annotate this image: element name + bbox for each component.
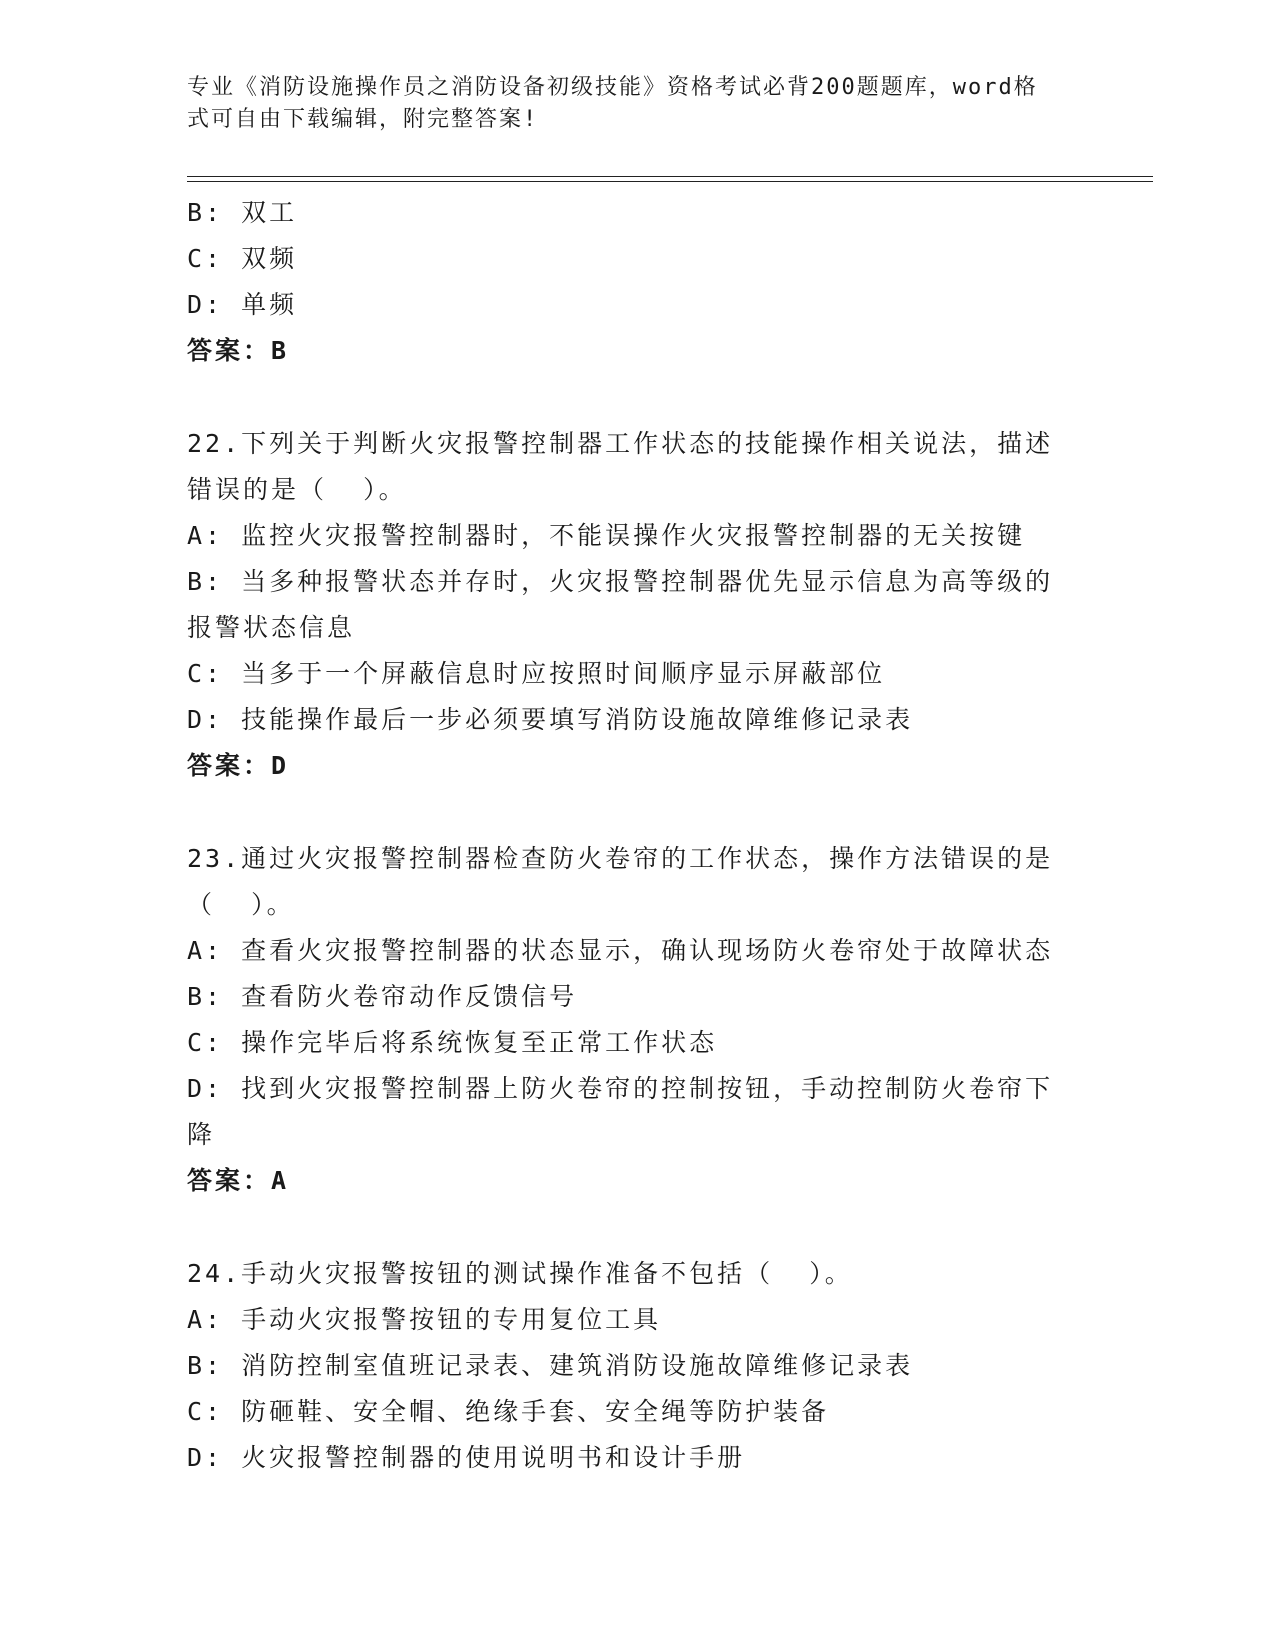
option-a: A: 查看火灾报警控制器的状态显示，确认现场防火卷帘处于故障状态 <box>187 936 1054 965</box>
question-24 <box>187 1251 1087 1481</box>
question-stem: 23.通过火灾报警控制器检查防火卷帘的工作状态，操作方法错误的是 <box>187 844 1054 873</box>
option-c: C: 当多于一个屏蔽信息时应按照时间顺序显示屏蔽部位 <box>187 659 886 688</box>
document-header <box>187 72 1092 136</box>
header-line-1: 专业《消防设施操作员之消防设备初级技能》资格考试必背200题题库，word格 <box>187 75 1038 100</box>
spacer <box>187 789 1087 836</box>
question-23 <box>187 836 1087 1204</box>
option-b: B: 双工 <box>187 198 298 227</box>
question-stem: 24.手动火灾报警按钮的测试操作准备不包括（ ）。 <box>187 1259 853 1288</box>
option-d: D: 单频 <box>187 290 298 319</box>
spacer <box>187 1204 1087 1251</box>
option-c: C: 双频 <box>187 244 298 273</box>
question-stem-cont: 错误的是（ ）。 <box>187 475 407 504</box>
header-rule-bottom <box>187 181 1153 182</box>
spacer <box>187 374 1087 421</box>
option-c: C: 操作完毕后将系统恢复至正常工作状态 <box>187 1028 718 1057</box>
question-stem: 22.下列关于判断火灾报警控制器工作状态的技能操作相关说法，描述 <box>187 429 1054 458</box>
answer-line: 答案：D <box>187 751 290 780</box>
option-d: D: 技能操作最后一步必须要填写消防设施故障维修记录表 <box>187 705 914 734</box>
question-stem-cont: （ ）。 <box>187 890 295 919</box>
option-b-cont: 报警状态信息 <box>187 613 356 642</box>
header-rule-top <box>187 176 1153 177</box>
option-b: B: 查看防火卷帘动作反馈信号 <box>187 982 578 1011</box>
option-b: B: 消防控制室值班记录表、建筑消防设施故障维修记录表 <box>187 1351 914 1380</box>
option-d: D: 火灾报警控制器的使用说明书和设计手册 <box>187 1443 746 1472</box>
option-c: C: 防砸鞋、安全帽、绝缘手套、安全绳等防护装备 <box>187 1397 830 1426</box>
option-b: B: 当多种报警状态并存时，火灾报警控制器优先显示信息为高等级的 <box>187 567 1054 596</box>
option-a: A: 手动火灾报警按钮的专用复位工具 <box>187 1305 662 1334</box>
option-a: A: 监控火灾报警控制器时，不能误操作火灾报警控制器的无关按键 <box>187 521 1026 550</box>
header-line-2: 式可自由下载编辑，附完整答案! <box>187 107 539 132</box>
question-21-tail <box>187 190 1087 374</box>
answer-line: 答案：A <box>187 1166 290 1195</box>
question-list <box>187 190 1087 1481</box>
option-d-cont: 降 <box>187 1120 216 1149</box>
option-d: D: 找到火灾报警控制器上防火卷帘的控制按钮，手动控制防火卷帘下 <box>187 1074 1054 1103</box>
answer-line: 答案：B <box>187 336 290 365</box>
question-22 <box>187 421 1087 789</box>
